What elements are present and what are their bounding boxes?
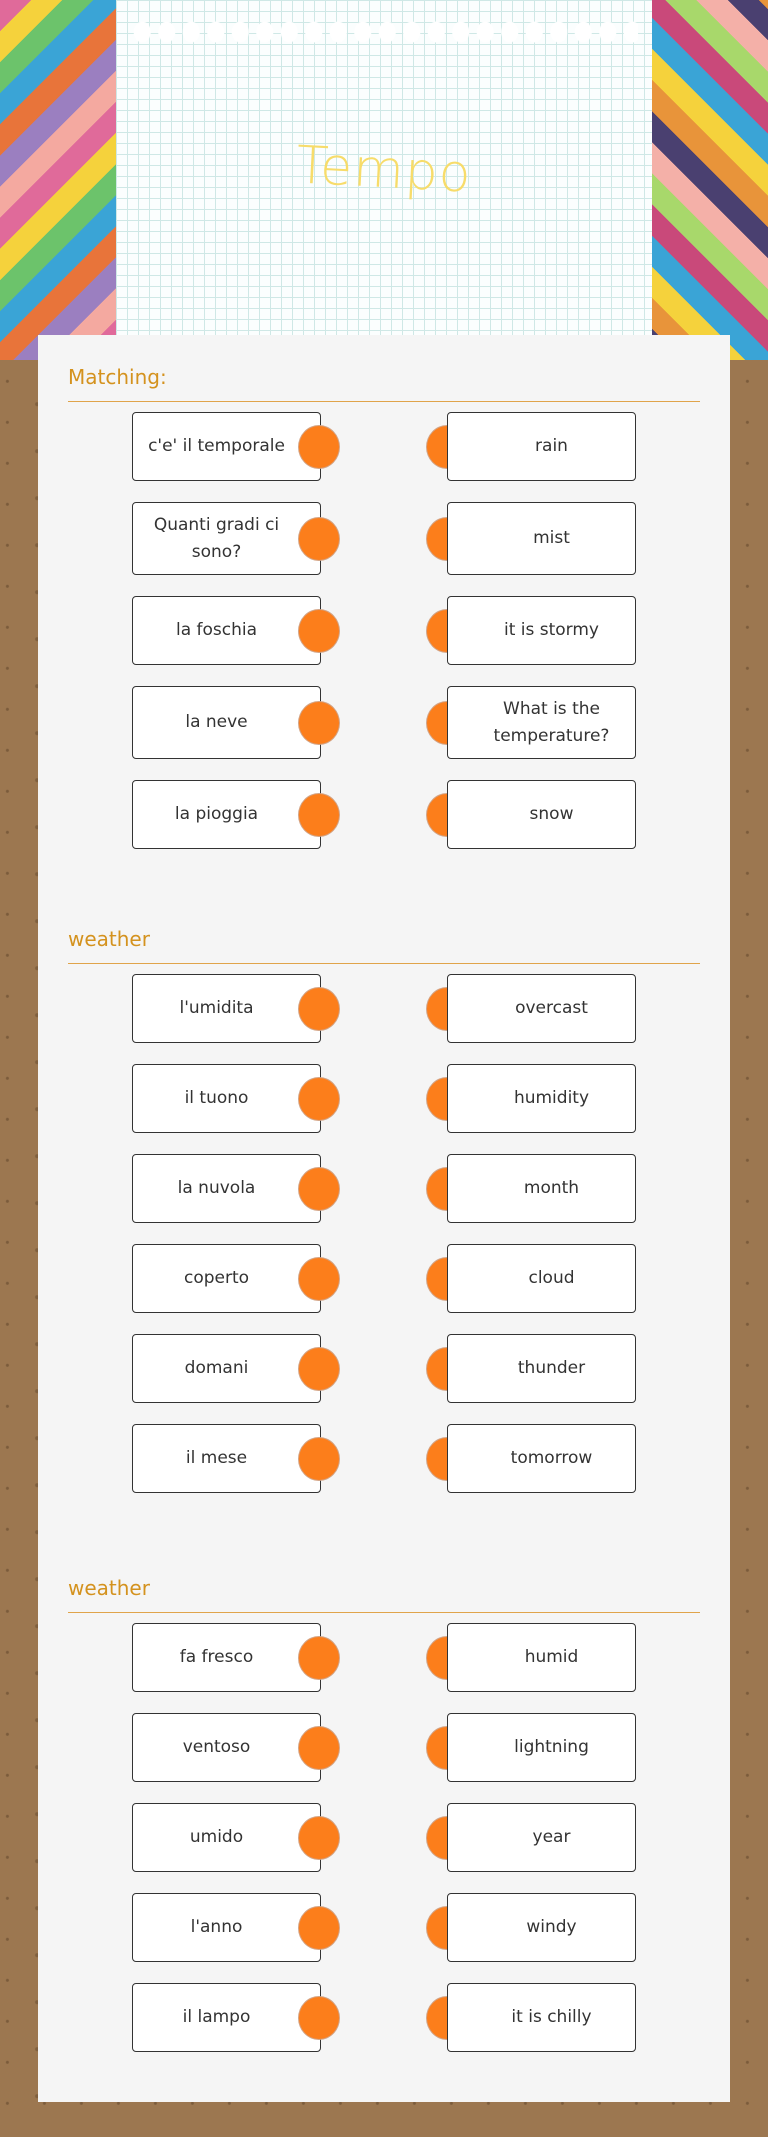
left-connector-dot[interactable]	[298, 1347, 340, 1391]
left-term-card[interactable]	[132, 1154, 321, 1223]
left-term-label: l'umidita	[179, 998, 254, 1018]
left-term-label: il lampo	[182, 2007, 251, 2027]
section-divider	[68, 1612, 700, 1613]
left-term-label: Quanti gradi ci sono?	[153, 514, 280, 562]
match-row	[38, 1424, 730, 1493]
left-connector-dot[interactable]	[298, 793, 340, 837]
notebook-holes	[130, 20, 638, 44]
match-row	[38, 974, 730, 1043]
left-term-card[interactable]	[132, 686, 321, 759]
match-row	[38, 780, 730, 849]
right-term-card[interactable]	[447, 1713, 636, 1782]
section-title: weather	[68, 927, 150, 951]
section-divider	[68, 401, 700, 402]
match-row	[38, 1244, 730, 1313]
left-term-card[interactable]	[132, 1713, 321, 1782]
left-term-label: la pioggia	[174, 804, 259, 824]
graph-paper	[116, 0, 652, 335]
right-term-card[interactable]	[447, 1424, 636, 1493]
section-divider	[68, 963, 700, 964]
left-term-label: l'anno	[190, 1917, 243, 1937]
left-term-label: domani	[184, 1358, 249, 1378]
right-term-label: lightning	[514, 1737, 589, 1757]
right-term-label: month	[523, 1178, 580, 1198]
left-term-label: umido	[189, 1827, 244, 1847]
left-term-label: coperto	[183, 1268, 250, 1288]
match-row	[38, 1154, 730, 1223]
right-term-card[interactable]	[447, 1803, 636, 1872]
left-connector-dot[interactable]	[298, 1996, 340, 2040]
section-title: weather	[68, 1576, 150, 1600]
left-term-card[interactable]	[132, 1803, 321, 1872]
left-connector-dot[interactable]	[298, 701, 340, 745]
left-connector-dot[interactable]	[298, 1257, 340, 1301]
left-term-label: fa fresco	[179, 1647, 254, 1667]
match-row	[38, 412, 730, 481]
match-row	[38, 596, 730, 665]
left-term-card[interactable]	[132, 502, 321, 575]
right-term-label: thunder	[517, 1358, 586, 1378]
right-term-card[interactable]	[447, 780, 636, 849]
header-banner	[0, 0, 768, 360]
match-row	[38, 1623, 730, 1692]
left-term-card[interactable]	[132, 1623, 321, 1692]
left-connector-dot[interactable]	[298, 1167, 340, 1211]
left-term-label: la nuvola	[177, 1178, 256, 1198]
left-connector-dot[interactable]	[298, 609, 340, 653]
right-term-label: snow	[529, 804, 574, 824]
left-term-card[interactable]	[132, 1334, 321, 1403]
right-term-label: it is chilly	[511, 2007, 592, 2027]
left-connector-dot[interactable]	[298, 1816, 340, 1860]
left-term-card[interactable]	[132, 1424, 321, 1493]
match-row	[38, 1064, 730, 1133]
match-row	[38, 1983, 730, 2052]
left-term-label: ventoso	[182, 1737, 251, 1757]
right-term-label: windy	[526, 1917, 577, 1937]
left-connector-dot[interactable]	[298, 1437, 340, 1481]
right-term-card[interactable]	[447, 596, 636, 665]
right-term-card[interactable]	[447, 1623, 636, 1692]
left-connector-dot[interactable]	[298, 1906, 340, 1950]
right-term-label: tomorrow	[510, 1448, 593, 1468]
worksheet-card	[38, 335, 730, 2102]
left-term-label: il mese	[185, 1448, 248, 1468]
right-term-card[interactable]	[447, 412, 636, 481]
right-term-label: What is the temperature?	[493, 698, 610, 746]
left-term-card[interactable]	[132, 1893, 321, 1962]
match-row	[38, 1334, 730, 1403]
left-term-card[interactable]	[132, 596, 321, 665]
right-term-label: humid	[524, 1647, 579, 1667]
match-rows	[38, 1623, 730, 2052]
right-term-label: cloud	[528, 1268, 575, 1288]
match-row	[38, 686, 730, 759]
right-term-card[interactable]	[447, 502, 636, 575]
chevron-pattern-right	[652, 0, 768, 360]
right-term-card[interactable]	[447, 1893, 636, 1962]
match-row	[38, 1803, 730, 1872]
left-connector-dot[interactable]	[298, 425, 340, 469]
section-title: Matching:	[68, 365, 167, 389]
left-term-label: c'e' il temporale	[148, 436, 285, 456]
right-term-card[interactable]	[447, 686, 636, 759]
left-connector-dot[interactable]	[298, 987, 340, 1031]
page-title: Tempo	[294, 135, 474, 205]
right-term-label: rain	[535, 436, 568, 456]
match-rows	[38, 974, 730, 1493]
right-term-label: it is stormy	[503, 620, 599, 640]
left-term-label: la neve	[185, 712, 248, 732]
match-rows	[38, 412, 730, 849]
right-term-card[interactable]	[447, 1244, 636, 1313]
left-term-label: il tuono	[184, 1088, 249, 1108]
match-row	[38, 502, 730, 575]
left-connector-dot[interactable]	[298, 517, 340, 561]
right-term-card[interactable]	[447, 1334, 636, 1403]
left-connector-dot[interactable]	[298, 1726, 340, 1770]
right-term-card[interactable]	[447, 974, 636, 1043]
right-term-label: humidity	[513, 1088, 590, 1108]
left-term-card[interactable]	[132, 780, 321, 849]
left-term-label: la foschia	[175, 620, 258, 640]
left-connector-dot[interactable]	[298, 1077, 340, 1121]
left-term-card[interactable]	[132, 1983, 321, 2052]
left-term-card[interactable]	[132, 974, 321, 1043]
left-connector-dot[interactable]	[298, 1636, 340, 1680]
right-term-card[interactable]	[447, 1983, 636, 2052]
match-row	[38, 1713, 730, 1782]
match-row	[38, 1893, 730, 1962]
right-term-label: mist	[533, 528, 570, 548]
left-term-card[interactable]	[132, 1244, 321, 1313]
left-term-card[interactable]	[132, 412, 321, 481]
right-term-label: year	[532, 1827, 571, 1847]
right-term-card[interactable]	[447, 1064, 636, 1133]
right-term-card[interactable]	[447, 1154, 636, 1223]
right-term-label: overcast	[515, 998, 588, 1018]
left-term-card[interactable]	[132, 1064, 321, 1133]
